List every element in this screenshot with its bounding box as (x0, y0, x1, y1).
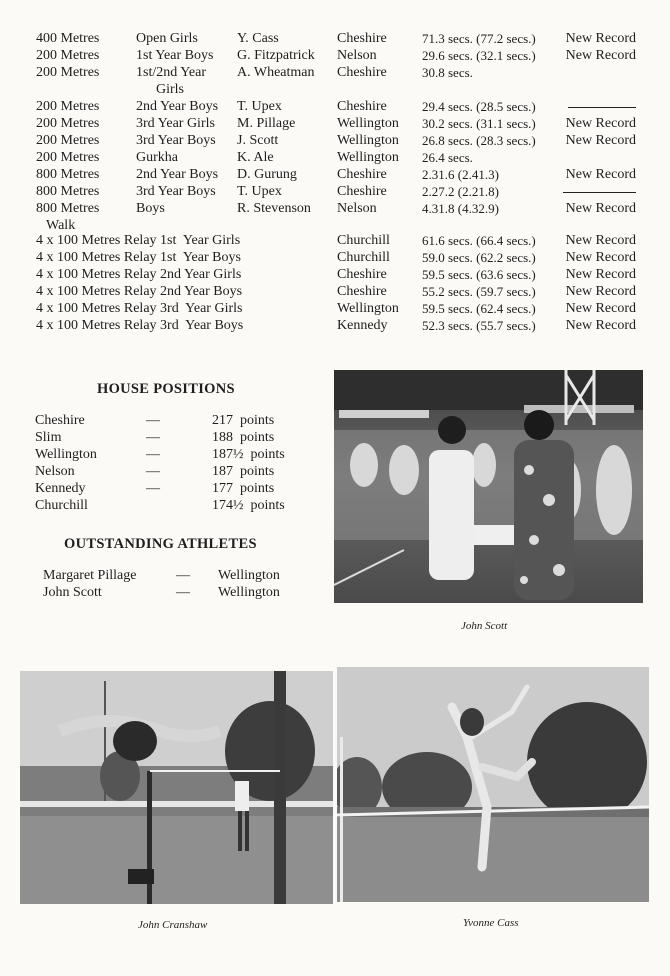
house-name: Cheshire (35, 413, 85, 428)
house-name: Wellington (35, 447, 97, 462)
category-cell: 2nd Year Boys (136, 99, 219, 114)
time-cell: 26.4 secs. (422, 150, 473, 165)
event-cell: 200 Metres (36, 116, 100, 131)
separator-dash: — (146, 464, 160, 479)
result-row (0, 132, 670, 149)
relay-event-cell: 4 x 100 Metres Relay 2nd Year Boys (36, 284, 243, 299)
house-positions-heading: HOUSE POSITIONS (97, 381, 235, 397)
record-badge: New Record (565, 233, 636, 248)
event-cell: 200 Metres (36, 99, 100, 114)
event-cell: 400 Metres (36, 31, 100, 46)
house-cell: Wellington (337, 133, 399, 148)
relay-event-cell: 4 x 100 Metres Relay 3rd Year Girls (36, 301, 243, 316)
category-cell: Open Girls (136, 31, 198, 46)
athlete-name-cell: G. Fitzpatrick (237, 48, 315, 63)
house-cell: Nelson (337, 48, 377, 63)
photo-yvonne-cass-jump (337, 667, 649, 902)
separator-dash: — (176, 568, 190, 583)
house-cell: Cheshire (337, 267, 387, 282)
record-badge: New Record (565, 267, 636, 282)
photo-caption-yvonne-cass: Yvonne Cass (463, 917, 519, 929)
record-badge: New Record (565, 201, 636, 216)
category-cell: 1st Year Boys (136, 48, 214, 63)
athlete-name-cell: K. Ale (237, 150, 274, 165)
event-cell: 200 Metres (36, 133, 100, 148)
house-points: 188 points (212, 430, 275, 445)
athlete-name-cell: T. Upex (237, 184, 282, 199)
result-row (0, 183, 670, 200)
event-cell: 200 Metres (36, 65, 100, 80)
house-cell: Cheshire (337, 284, 387, 299)
time-cell: 30.8 secs. (422, 65, 473, 80)
house-cell: Nelson (337, 201, 377, 216)
no-record-dash (563, 192, 636, 193)
result-row (0, 98, 670, 115)
athlete-name-cell: J. Scott (237, 133, 279, 148)
house-name: Nelson (35, 464, 75, 479)
house-cell: Cheshire (337, 167, 387, 182)
event-cell: 200 Metres (36, 150, 100, 165)
house-name: Churchill (35, 498, 88, 513)
house-cell: Wellington (337, 116, 399, 131)
time-cell: 2.27.2 (2.21.8) (422, 184, 499, 199)
record-badge: New Record (565, 48, 636, 63)
record-badge: New Record (565, 133, 636, 148)
result-row (0, 47, 670, 64)
prize-giving-image (334, 370, 643, 603)
athlete-name-cell: R. Stevenson (237, 201, 311, 216)
relay-event-cell: 4 x 100 Metres Relay 1st Year Girls (36, 233, 241, 248)
house-points: 217 points (212, 413, 275, 428)
time-cell: 61.6 secs. (66.4 secs.) (422, 233, 536, 248)
separator-dash: — (176, 585, 190, 600)
record-badge: New Record (565, 116, 636, 131)
house-name: Kennedy (35, 481, 86, 496)
category-cell: 3rd Year Boys (136, 133, 216, 148)
time-cell: 59.5 secs. (63.6 secs.) (422, 267, 536, 282)
record-badge: New Record (565, 284, 636, 299)
house-points: 187½ points (212, 447, 285, 462)
relay-row (0, 232, 670, 249)
event-cell-continued: Walk (46, 218, 76, 233)
photo-prize-giving (334, 370, 643, 603)
event-cell: 800 Metres (36, 201, 100, 216)
category-cell-continued: Girls (156, 82, 184, 97)
separator-dash: — (146, 430, 160, 445)
athlete-name-cell: D. Gurung (237, 167, 297, 182)
house-cell: Cheshire (337, 184, 387, 199)
time-cell: 52.3 secs. (55.7 secs.) (422, 318, 536, 333)
time-cell: 30.2 secs. (31.1 secs.) (422, 116, 536, 131)
relay-event-cell: 4 x 100 Metres Relay 3rd Year Boys (36, 318, 244, 333)
separator-dash: — (146, 447, 160, 462)
athlete-name-cell: T. Upex (237, 99, 282, 114)
house-cell: Cheshire (337, 31, 387, 46)
house-name: Slim (35, 430, 62, 445)
athlete-name-cell: A. Wheatman (237, 65, 315, 80)
photo-caption-john-scott: John Scott (461, 620, 508, 632)
outstanding-athletes-heading: OUTSTANDING ATHLETES (64, 536, 257, 552)
record-badge: New Record (565, 167, 636, 182)
house-cell: Churchill (337, 250, 390, 265)
house-cell: Cheshire (337, 99, 387, 114)
athlete-name-cell: Y. Cass (237, 31, 279, 46)
relay-event-cell: 4 x 100 Metres Relay 2nd Year Girls (36, 267, 242, 282)
relay-row (0, 300, 670, 317)
event-cell: 800 Metres (36, 184, 100, 199)
result-row (0, 64, 670, 97)
result-row (0, 115, 670, 132)
time-cell: 26.8 secs. (28.3 secs.) (422, 133, 536, 148)
photo-caption-john-cranshaw: John Cranshaw (138, 919, 208, 931)
time-cell: 59.5 secs. (62.4 secs.) (422, 301, 536, 316)
athlete-name-cell: M. Pillage (237, 116, 296, 131)
time-cell: 4.31.8 (4.32.9) (422, 201, 499, 216)
house-points: 187 points (212, 464, 275, 479)
time-cell: 55.2 secs. (59.7 secs.) (422, 284, 536, 299)
result-row (0, 30, 670, 47)
photo-high-jump (20, 671, 333, 904)
athlete-house: Wellington (218, 568, 280, 583)
time-cell: 2.31.6 (2.41.3) (422, 167, 499, 182)
house-cell: Kennedy (337, 318, 388, 333)
record-badge: New Record (565, 318, 636, 333)
separator-dash: — (146, 413, 160, 428)
time-cell: 29.6 secs. (32.1 secs.) (422, 48, 536, 63)
event-cell: 800 Metres (36, 167, 100, 182)
relay-row (0, 317, 670, 334)
house-cell: Churchill (337, 233, 390, 248)
athlete-name: John Scott (43, 585, 102, 600)
record-badge: New Record (565, 250, 636, 265)
high-jump-image (20, 671, 333, 904)
yvonne-cass-image (337, 667, 649, 902)
result-row (0, 149, 670, 166)
time-cell: 71.3 secs. (77.2 secs.) (422, 31, 536, 46)
athlete-name: Margaret Pillage (43, 568, 137, 583)
time-cell: 29.4 secs. (28.5 secs.) (422, 99, 536, 114)
result-row (0, 200, 670, 233)
event-cell: 200 Metres (36, 48, 100, 63)
house-cell: Cheshire (337, 65, 387, 80)
relay-row (0, 249, 670, 266)
category-cell: 3rd Year Girls (136, 116, 215, 131)
relay-row (0, 266, 670, 283)
category-cell: 1st/2nd Year (136, 65, 207, 80)
record-badge: New Record (565, 301, 636, 316)
category-cell: 2nd Year Boys (136, 167, 219, 182)
no-record-dash (568, 107, 636, 108)
relay-event-cell: 4 x 100 Metres Relay 1st Year Boys (36, 250, 241, 265)
separator-dash: — (146, 481, 160, 496)
athlete-house: Wellington (218, 585, 280, 600)
result-row (0, 166, 670, 183)
house-points: 177 points (212, 481, 275, 496)
house-points: 174½ points (212, 498, 285, 513)
record-badge: New Record (565, 31, 636, 46)
house-cell: Wellington (337, 150, 399, 165)
category-cell: 3rd Year Boys (136, 184, 216, 199)
category-cell: Gurkha (136, 150, 178, 165)
category-cell: Boys (136, 201, 165, 216)
house-cell: Wellington (337, 301, 399, 316)
time-cell: 59.0 secs. (62.2 secs.) (422, 250, 536, 265)
relay-row (0, 283, 670, 300)
